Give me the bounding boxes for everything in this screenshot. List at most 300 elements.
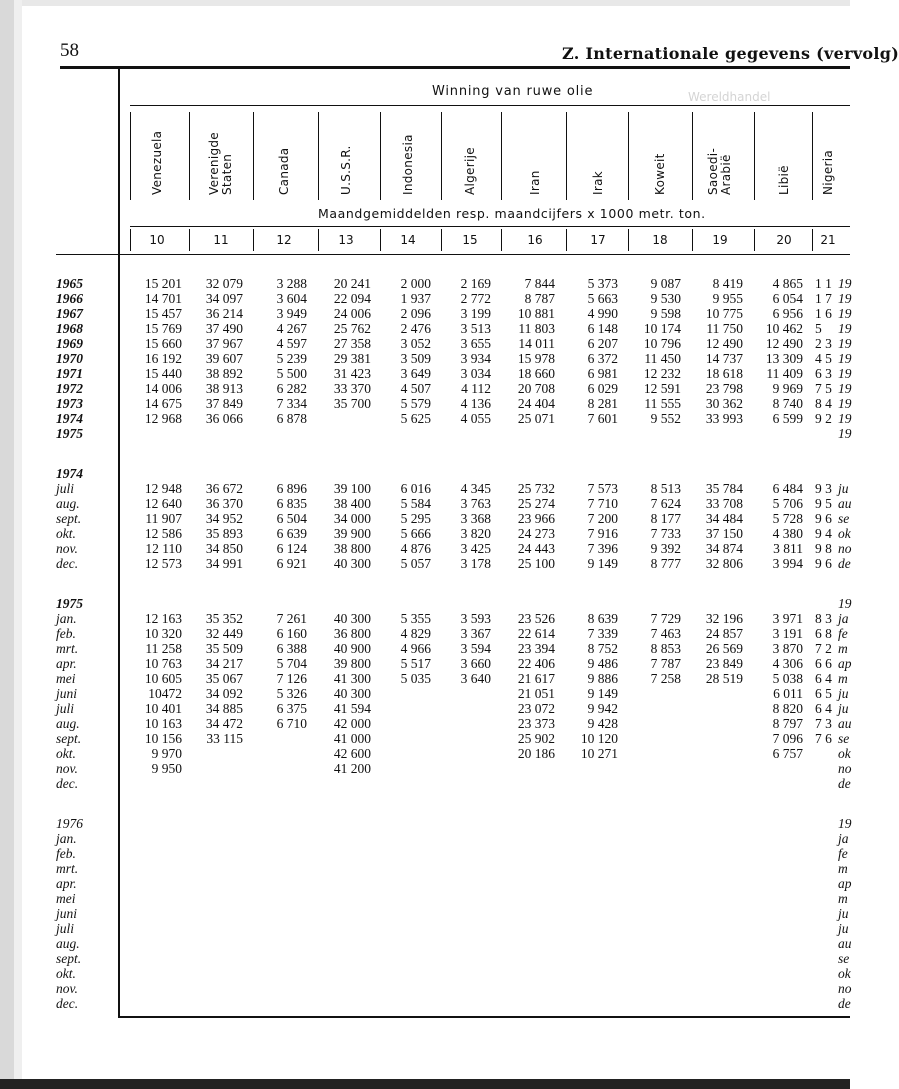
table-cell: 32 806 (705, 556, 743, 571)
table-cell: 25 732 (517, 481, 555, 496)
table-cell: 11 803 (518, 321, 555, 336)
right-page-label: au (838, 716, 852, 731)
column-header-country: Iran (527, 170, 542, 195)
right-page-label: fe (838, 846, 848, 861)
table-cell: 28 519 (705, 671, 743, 686)
table-cell: 24 404 (517, 396, 555, 411)
table-cell: 4 966 (400, 641, 431, 656)
table-cell: 7 6 (815, 731, 832, 746)
table-cell: 10 401 (144, 701, 182, 716)
table-cell: 1 6 (815, 306, 832, 321)
column-number: 13 (338, 233, 354, 247)
table-cell: 8 777 (650, 556, 681, 571)
table-cell: 22 614 (517, 626, 555, 641)
table-cell: 9 3 (815, 481, 832, 496)
header-column-separator (501, 112, 502, 200)
column-header-country: Verenigde (207, 132, 221, 195)
table-cell: 35 352 (205, 611, 243, 626)
table-cell: 38 913 (205, 381, 243, 396)
header-column-separator (380, 112, 381, 200)
right-page-label: m (838, 861, 848, 876)
table-cell: 14 675 (144, 396, 182, 411)
table-cell: 15 978 (517, 351, 555, 366)
table-cell: 22 094 (333, 291, 371, 306)
row-label: 1972 (56, 381, 83, 396)
row-label: sept. (56, 511, 82, 526)
table-cell: 8 820 (772, 701, 803, 716)
row-label: 1971 (56, 366, 83, 381)
scan-top-edge (0, 0, 850, 6)
table-cell: 1 7 (815, 291, 832, 306)
number-row-tick (318, 229, 319, 251)
row-label: 1975 (56, 426, 83, 441)
right-page-fragment (812, 0, 850, 1089)
table-cell: 4 055 (460, 411, 491, 426)
table-cell: 4 507 (400, 381, 431, 396)
row-label: 1976 (56, 816, 83, 831)
bleed-through: Wereldhandel (688, 90, 771, 104)
table-cell: 6 372 (587, 351, 618, 366)
row-label: nov. (56, 541, 78, 556)
table-cell: 12 948 (144, 481, 182, 496)
table-cell: 7 096 (772, 731, 803, 746)
table-cell: 9 6 (815, 511, 832, 526)
table-cell: 8 639 (587, 611, 618, 626)
table-cell: 10 462 (765, 321, 803, 336)
column-header-country: Koweit (652, 153, 667, 195)
row-label: 1970 (56, 351, 83, 366)
table-cell: 3 934 (460, 351, 491, 366)
table-cell: 8 740 (772, 396, 803, 411)
table-cell: 6 5 (815, 686, 832, 701)
right-page-label: no (838, 981, 852, 996)
table-cell: 5 295 (400, 511, 431, 526)
row-label: 1967 (56, 306, 83, 321)
table-cell: 9 530 (650, 291, 681, 306)
number-row-tick (628, 229, 629, 251)
table-cell: 40 900 (333, 641, 371, 656)
table-cell: 22 406 (517, 656, 555, 671)
scan-binding-shadow (0, 0, 14, 1089)
table-cell: 8 281 (587, 396, 618, 411)
table-cell: 5 663 (587, 291, 618, 306)
table-cell: 33 993 (705, 411, 743, 426)
row-label: mei (56, 891, 76, 906)
number-row-tick (441, 229, 442, 251)
table-cell: 3 034 (460, 366, 491, 381)
page-number: 58 (60, 40, 79, 61)
top-rule (60, 66, 850, 69)
table-cell: 34 472 (205, 716, 243, 731)
right-page-label: 19 (838, 411, 852, 426)
table-cell: 3 425 (460, 541, 491, 556)
table-cell: 21 051 (517, 686, 555, 701)
table-cell: 41 200 (333, 761, 371, 776)
table-cell: 10 271 (580, 746, 618, 761)
right-page-label: ok (838, 746, 851, 761)
table-cell: 6 388 (276, 641, 307, 656)
table-cell: 33 115 (206, 731, 243, 746)
table-cell: 16 192 (144, 351, 182, 366)
column-number: 12 (276, 233, 292, 247)
table-cell: 11 258 (145, 641, 182, 656)
column-number: 16 (527, 233, 543, 247)
table-cell: 12 110 (145, 541, 182, 556)
row-label: 1968 (56, 321, 83, 336)
table-cell: 6 921 (276, 556, 307, 571)
table-cell: 36 370 (205, 496, 243, 511)
table-cell: 5 704 (276, 656, 307, 671)
row-label: jan. (56, 611, 77, 626)
right-page-label: 19 (838, 396, 852, 411)
table-cell: 9 942 (587, 701, 618, 716)
table-cell: 5 625 (400, 411, 431, 426)
table-cell: 9 486 (587, 656, 618, 671)
table-cell: 9 955 (712, 291, 743, 306)
column-header-country: Algerije (462, 147, 477, 195)
table-cell: 38 800 (333, 541, 371, 556)
table-cell: 5 579 (400, 396, 431, 411)
table-cell: 34 092 (205, 686, 243, 701)
table-cell: 13 309 (765, 351, 803, 366)
table-cell: 14 701 (144, 291, 182, 306)
table-cell: 23 966 (517, 511, 555, 526)
table-cell: 7 396 (587, 541, 618, 556)
table-cell: 12 968 (144, 411, 182, 426)
table-cell: 4 5 (815, 351, 832, 366)
right-page-label: no (838, 541, 852, 556)
table-cell: 18 618 (705, 366, 743, 381)
table-cell: 23 798 (705, 381, 743, 396)
table-cell: 6 124 (276, 541, 307, 556)
table-cell: 7 258 (650, 671, 681, 686)
table-cell: 3 811 (773, 541, 803, 556)
table-cell: 14 006 (144, 381, 182, 396)
table-cell: 34 217 (205, 656, 243, 671)
table-cell: 5 500 (276, 366, 307, 381)
table-cell: 7 3 (815, 716, 832, 731)
table-cell: 6 207 (587, 336, 618, 351)
table-cell: 5 706 (772, 496, 803, 511)
column-header-country: Irak (590, 171, 605, 195)
row-label: dec. (56, 776, 79, 791)
table-cell: 9 5 (815, 496, 832, 511)
table-cell: 5 517 (400, 656, 431, 671)
table-cell: 2 169 (460, 276, 491, 291)
table-cell: 7 844 (524, 276, 555, 291)
unit-note: Maandgemiddelden resp. maandcijfers x 1000 metr. ton. (318, 206, 706, 221)
table-cell: 10 156 (144, 731, 182, 746)
table-cell: 4 267 (276, 321, 307, 336)
table-cell: 6 599 (772, 411, 803, 426)
table-cell: 23 849 (705, 656, 743, 671)
number-row-tick (189, 229, 190, 251)
table-cell: 6 054 (772, 291, 803, 306)
table-cell: 3 593 (460, 611, 491, 626)
column-number: 19 (712, 233, 728, 247)
table-cell: 1 937 (400, 291, 431, 306)
table-cell: 25 762 (333, 321, 371, 336)
table-cell: 5 035 (400, 671, 431, 686)
table-cell: 11 750 (706, 321, 743, 336)
table-cell: 10 881 (517, 306, 555, 321)
right-page-label: au (838, 936, 852, 951)
table-cell: 6 956 (772, 306, 803, 321)
row-label: apr. (56, 876, 77, 891)
table-cell: 32 449 (205, 626, 243, 641)
table-cell: 3 820 (460, 526, 491, 541)
table-cell: 8 177 (650, 511, 681, 526)
table-cell: 6 896 (276, 481, 307, 496)
table-cell: 15 457 (144, 306, 182, 321)
table-cell: 2 000 (400, 276, 431, 291)
row-label: 1969 (56, 336, 83, 351)
table-cell: 7 710 (587, 496, 618, 511)
table-cell: 21 617 (517, 671, 555, 686)
table-cell: 4 865 (772, 276, 803, 291)
number-row-tick (253, 229, 254, 251)
right-page-label: 19 (838, 351, 852, 366)
table-cell: 11 409 (766, 366, 803, 381)
column-number: 20 (776, 233, 792, 247)
table-cell: 9 149 (587, 556, 618, 571)
table-cell: 6 282 (276, 381, 307, 396)
table-cell: 3 199 (460, 306, 491, 321)
table-cell: 34 097 (205, 291, 243, 306)
header-column-separator (253, 112, 254, 200)
table-cell: 23 072 (517, 701, 555, 716)
row-label: 1966 (56, 291, 83, 306)
number-row-tick (130, 229, 131, 251)
row-label: 1975 (56, 596, 83, 611)
table-cell: 3 513 (460, 321, 491, 336)
table-cell: 24 006 (333, 306, 371, 321)
row-label: mei (56, 671, 76, 686)
row-label: apr. (56, 656, 77, 671)
column-number: 18 (652, 233, 668, 247)
row-label: 1974 (56, 411, 83, 426)
table-cell: 25 902 (517, 731, 555, 746)
right-page-label: m (838, 671, 848, 686)
table-cell: 38 400 (333, 496, 371, 511)
table-cell: 4 380 (772, 526, 803, 541)
table-cell: 9 428 (587, 716, 618, 731)
chapter-title: Z. Internationale gegevens (vervolg) (562, 44, 899, 63)
table-cell: 20 186 (517, 746, 555, 761)
table-cell: 34 000 (333, 511, 371, 526)
table-cell: 7 261 (276, 611, 307, 626)
table-cell: 41 000 (333, 731, 371, 746)
row-label: mrt. (56, 861, 79, 876)
right-page-label: ok (838, 966, 851, 981)
table-cell: 7 601 (587, 411, 618, 426)
table-cell: 15 201 (144, 276, 182, 291)
table-cell: 9 969 (772, 381, 803, 396)
column-header-country: Libië (776, 165, 791, 195)
row-label: feb. (56, 626, 76, 641)
table-cell: 10472 (148, 686, 182, 701)
table-cell: 32 079 (205, 276, 243, 291)
table-cell: 2 096 (400, 306, 431, 321)
table-cell: 15 769 (144, 321, 182, 336)
table-cell: 4 306 (772, 656, 803, 671)
header-column-separator (628, 112, 629, 200)
column-number: 21 (820, 233, 836, 247)
table-cell: 4 345 (460, 481, 491, 496)
table-cell: 24 273 (517, 526, 555, 541)
table-cell: 5 666 (400, 526, 431, 541)
table-cell: 30 362 (705, 396, 743, 411)
table-cell: 10 796 (643, 336, 681, 351)
table-cell: 9 392 (650, 541, 681, 556)
table-cell: 3 178 (460, 556, 491, 571)
right-page-label: 19 (838, 321, 852, 336)
right-page-label: se (838, 511, 850, 526)
number-row-tick (692, 229, 693, 251)
row-label: dec. (56, 556, 79, 571)
table-cell: 4 829 (400, 626, 431, 641)
table-cell: 3 649 (400, 366, 431, 381)
table-cell: 23 394 (517, 641, 555, 656)
number-row-tick (380, 229, 381, 251)
table-cell: 7 200 (587, 511, 618, 526)
table-cell: 8 3 (815, 611, 832, 626)
table-cell: 7 334 (276, 396, 307, 411)
table-cell: 15 440 (144, 366, 182, 381)
right-page-label: ap (838, 876, 852, 891)
table-cell: 33 370 (333, 381, 371, 396)
table-cell: 6 835 (276, 496, 307, 511)
table-cell: 8 797 (772, 716, 803, 731)
right-page-label: 19 (838, 816, 852, 831)
table-cell: 9 149 (587, 686, 618, 701)
table-cell: 9 886 (587, 671, 618, 686)
table-cell: 8 419 (712, 276, 743, 291)
table-cell: 38 892 (205, 366, 243, 381)
table-cell: 25 071 (517, 411, 555, 426)
table-cell: 4 136 (460, 396, 491, 411)
right-page-label: ju (838, 481, 849, 496)
row-label: aug. (56, 496, 80, 511)
table-cell: 4 990 (587, 306, 618, 321)
table-cell: 36 214 (205, 306, 243, 321)
table-cell: 12 490 (705, 336, 743, 351)
table-cell: 6 981 (587, 366, 618, 381)
table-cell: 5 057 (400, 556, 431, 571)
table-cell: 3 763 (460, 496, 491, 511)
bottom-rule (118, 1016, 850, 1018)
table-cell: 3 191 (772, 626, 803, 641)
column-header-country: Indonesia (400, 134, 415, 195)
table-cell: 2 476 (400, 321, 431, 336)
right-page-label: 19 (838, 426, 852, 441)
table-cell: 2 772 (460, 291, 491, 306)
table-cell: 23 373 (517, 716, 555, 731)
table-cell: 3 509 (400, 351, 431, 366)
table-cell: 3 367 (460, 626, 491, 641)
table-cell: 39 100 (333, 481, 371, 496)
table-cell: 7 733 (650, 526, 681, 541)
table-cell: 41 300 (333, 671, 371, 686)
table-cell: 8 752 (587, 641, 618, 656)
right-page-label: ju (838, 906, 849, 921)
right-page-label: de (838, 556, 851, 571)
table-cell: 37 967 (205, 336, 243, 351)
right-page-label: no (838, 761, 852, 776)
table-cell: 5 239 (276, 351, 307, 366)
table-cell: 20 708 (517, 381, 555, 396)
column-header-country: Staten (220, 153, 234, 195)
table-cell: 6 148 (587, 321, 618, 336)
header-column-separator (130, 112, 131, 200)
table-cell: 26 569 (705, 641, 743, 656)
scan-bottom-edge (0, 1079, 850, 1089)
table-cell: 12 591 (643, 381, 681, 396)
right-page-label: 19 (838, 291, 852, 306)
table-cell: 9 598 (650, 306, 681, 321)
table-cell: 7 126 (276, 671, 307, 686)
number-row-tick (566, 229, 567, 251)
table-cell: 6 3 (815, 366, 832, 381)
table-cell: 24 443 (517, 541, 555, 556)
column-number: 11 (213, 233, 229, 247)
table-cell: 9 2 (815, 411, 832, 426)
row-label: okt. (56, 746, 76, 761)
table-cell: 27 358 (333, 336, 371, 351)
header-column-separator (189, 112, 190, 200)
right-page-label: au (838, 496, 852, 511)
right-page-label: ja (838, 831, 849, 846)
group-header-rule (130, 105, 850, 106)
table-cell: 34 885 (205, 701, 243, 716)
table-cell: 9 552 (650, 411, 681, 426)
scan-binding-edge (14, 0, 22, 1089)
table-cell: 23 526 (517, 611, 555, 626)
table-cell: 6 504 (276, 511, 307, 526)
table-cell: 40 300 (333, 556, 371, 571)
right-page-label: de (838, 776, 851, 791)
table-cell: 9 6 (815, 556, 832, 571)
table-cell: 6 4 (815, 701, 832, 716)
right-page-label: se (838, 731, 850, 746)
table-cell: 5 728 (772, 511, 803, 526)
table-cell: 6 016 (400, 481, 431, 496)
table-cell: 3 604 (276, 291, 307, 306)
right-page-label: ja (838, 611, 849, 626)
right-page-label: 19 (838, 381, 852, 396)
table-cell: 8 513 (650, 481, 681, 496)
row-label: aug. (56, 936, 80, 951)
table-cell: 11 450 (644, 351, 681, 366)
table-cell: 36 800 (333, 626, 371, 641)
header-column-separator (566, 112, 567, 200)
table-cell: 6 8 (815, 626, 832, 641)
table-cell: 11 555 (644, 396, 681, 411)
column-number: 10 (149, 233, 165, 247)
table-cell: 6 710 (276, 716, 307, 731)
table-cell: 7 787 (650, 656, 681, 671)
header-column-separator (754, 112, 755, 200)
table-cell: 10 163 (144, 716, 182, 731)
table-cell: 40 300 (333, 686, 371, 701)
table-cell: 41 594 (333, 701, 371, 716)
table-cell: 3 368 (460, 511, 491, 526)
table-cell: 10 763 (144, 656, 182, 671)
table-cell: 18 660 (517, 366, 555, 381)
column-header-country: Nigeria (820, 149, 835, 195)
table-cell: 12 640 (144, 496, 182, 511)
table-cell: 24 857 (705, 626, 743, 641)
